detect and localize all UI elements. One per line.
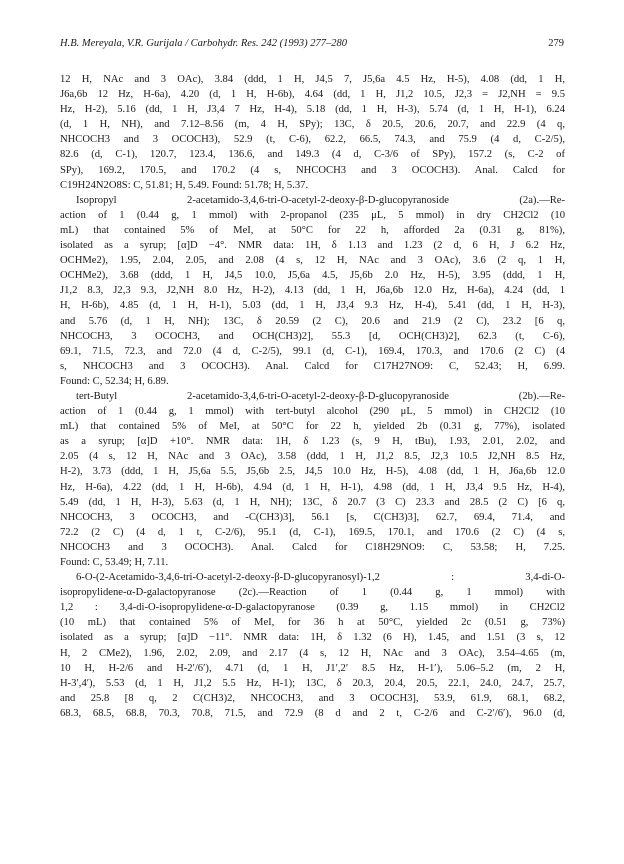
text-line: Hz, H-6a), 4.22 (dd, 1 H, H-6b), 4.94 (d, 1 H, H-1), 4.98 (dd, 1 H, J3,4 9.5 Hz, H-4), <box>60 481 565 493</box>
text-line: NHCOCH3, 3 OCOCH3, and -C(CH3)3], 56.1 [s, C(CH3)3], 62.7, 69.4, 71.4, and <box>60 511 565 523</box>
text-line: J1,2 8.3, J2,3 9.3, J2,NH 8.0 Hz, H-2), 4.13 (dd, 1 H, J6a,6b 12.0 Hz, H-6a), 4.24 (dd, 1 <box>60 285 565 297</box>
text-line: 68.3, 68.5, 68.8, 70.3, 70.8, 71.5, and 72.9 (8 d and 2 t, C-2/6 and C-2′/6′), 96.0 (d, <box>60 707 565 719</box>
text-line: H, 2 CMe2), 1.96, 2.02, 2.09, and 2.17 (4 s, 12 H, NAc and 3 OAc), 3.54–4.65 (m, <box>60 647 565 659</box>
text-line: OCHMe2), 1.95, 2.04, 2.05, and 2.08 (4 s, 12 H, NAc and 3 OAc), 3.6 (2 q, 1 H, <box>60 255 565 267</box>
section-heading-line: tert-Butyl 2-acetamido-3,4,6-tri-O-acetyl-2-deoxy-β-D-glucopyranoside (2b).—Re- <box>76 390 565 402</box>
text-line: 69.1, 71.5, 72.3, and 72.0 (4 d, C-2/5), 99.1 (d, C-1), 169.4, 170.3, and 170.6 (2 C) (4 <box>60 345 565 357</box>
text-line: as a syrup; [α]D +10°. NMR data: 1H, δ 1.23 (s, 9 H, tBu), 1.93, 2.01, 2.02, and <box>60 436 565 448</box>
text-line: NHCOCH3 and 3 OCOCH3). Anal. Calcd for C18H29NO9: C, 53.58; H, 7.25. <box>60 541 565 553</box>
text-line: isolated as a syrup; [α]D −11°. NMR data: 1H, δ 1.32 (6 H), 1.45, and 1.51 (3 s, 12 <box>60 632 565 644</box>
body-text <box>60 72 565 721</box>
text-line: OCHMe2), 3.68 (ddd, 1 H, J4,5 10.0, J5,6a 4.5, J5,6b 2.0 Hz, H-5), 3.95 (ddd, 1 H, <box>60 270 565 282</box>
text-line: 2.05 (4 s, 12 H, NAc and 3 OAc), 3.58 (ddd, 1 H, J1,2 8.5, J2,3 10.5 J2,NH 8.5 Hz, <box>60 451 565 463</box>
text-line: action of 1 (0.44 g, 1 mmol) with 2-propanol (235 μL, 5 mmol) in dry CH2Cl2 (10 <box>60 209 565 221</box>
text-line: 10 H, H-2/6 and H-2′/6′), 4.71 (d, 1 H, J1′,2′ 8.5 Hz, H-1′), 5.06–5.2 (m, 2 H, <box>60 662 565 674</box>
text-line: J6a,6b 12 Hz, H-6a), 4.20 (d, 1 H, H-6b), 4.64 (dd, 1 H, J1,2 10.5, J2,3 = J2,NH = 9.5 <box>60 89 565 101</box>
text-line: Found: C, 53.49; H, 7.11. <box>60 557 169 568</box>
text-line: H-2), 3.73 (ddd, 1 H, J5,6a 5.5, J5,6b 2.5, J4,5 10.0 Hz, H-5), 4.08 (dd, 1 H, J6a,6b 12.0 <box>60 466 565 478</box>
running-header <box>60 38 564 54</box>
text-line: 5.49 (dd, 1 H, H-3), 5.63 (d, 1 H, NH); 13C, δ 20.7 (3 C) 23.3 and 28.5 (2 C) [6 q, <box>60 496 565 508</box>
section-heading-line: 6-O-(2-Acetamido-3,4,6-tri-O-acetyl-2-deoxy-β-D-glucopyranosyl)-1,2 : 3,4-di-O- <box>76 572 565 584</box>
journal-citation: H.B. Mereyala, V.R. Gurijala / Carbohydr. Res. 242 (1993) 277–280 <box>60 38 347 49</box>
text-line: C19H24N2O8S: C, 51.81; H, 5.49. Found: 51.78; H, 5.37. <box>60 179 309 191</box>
text-line: isolated as a syrup; [α]D −4°. NMR data: 1H, δ 1.13 and 1.23 (2 d, 6 H, J 6.2 Hz, <box>60 240 565 252</box>
text-line: mL) that contained 5% of MeI, at 50°C for 22 h, yielded 2b (0.31 g, 77%), isolated <box>60 421 565 433</box>
text-line: 72.2 (2 C) (4 d, 1 t, C-2/6), 95.1 (d, C-1), 169.5, 170.1, and 170.6 (2 C) (4 s, <box>60 526 565 538</box>
text-line: mL) that contained 5% of MeI, at 50°C for 22 h, afforded 2a (0.31 g, 81%), <box>60 224 565 236</box>
text-line: NHCOCH3 and 3 OCOCH3), 52.9 (t, C-6), 62.2, 66.5, 74.3, and 75.9 (4 d, C-2/5), <box>60 134 565 146</box>
text-line: (10 mL) that contained 5% of MeI, for 36 h at 50°C, yielded 2c (0.51 g, 73%) <box>60 617 565 629</box>
text-line: 12 H, NAc and 3 OAc), 3.84 (ddd, 1 H, J4,5 7, J5,6a 4.5 Hz, H-5), 4.08 (dd, 1 H, <box>60 74 565 85</box>
text-line: H-3′,4′), 5.53 (d, 1 H, J1,2 5.5 Hz, H-1); 13C, δ 20.3, 20.4, 20.5, 22.1, 24.0, 24.7, 25.7, <box>60 677 565 689</box>
page-number: 279 <box>548 38 564 49</box>
text-line: and 5.76 (d, 1 H, NH); 13C, δ 20.59 (2 C), 20.6 and 21.9 (2 C), 23.2 [6 q, <box>60 315 565 327</box>
text-line: action of 1 (0.44 g, 1 mmol) with tert-butyl alcohol (290 μL, 5 mmol) in CH2Cl2 (10 <box>60 406 565 418</box>
text-line: Hz, H-2), 5.16 (dd, 1 H, J3,4 7 Hz, H-4), 5.18 (dd, 1 H, H-3), 5.74 (d, 1 H, H-1), 6.24 <box>60 104 565 116</box>
text-line: 1,2 : 3,4-di-O-isopropylidene-α-D-galactopyranose (0.39 g, 1.15 mmol) in CH2Cl2 <box>60 602 565 614</box>
text-line: SPy), 169.2, 170.5, and 170.2 (4 s, NHCOCH3 and 3 OCOCH3). Anal. Calcd for <box>60 164 565 176</box>
text-line: H, H-6b), 4.85 (d, 1 H, H-1), 5.03 (dd, 1 H, J3,4 9.3 Hz, H-4), 5.41 (dd, 1 H, H-3), <box>60 300 565 312</box>
text-line: (d, 1 H, NH), and 7.12–8.56 (m, 4 H, SPy); 13C, δ 20.5, 20.6, 20.7, and 22.9 (4 q, <box>60 119 565 131</box>
section-heading-line: Isopropyl 2-acetamido-3,4,6-tri-O-acetyl-2-deoxy-β-D-glucopyranoside (2a).—Re- <box>76 194 565 206</box>
text-line: Found: C, 52.34; H, 6.89. <box>60 375 169 387</box>
text-line: isopropylidene-α-D-galactopyranose (2c).—Reaction of 1 (0.44 g, 1 mmol) with <box>60 587 565 599</box>
text-line: NHCOCH3, 3 OCOCH3, and OCH(CH3)2], 55.3 [d, OCH(CH3)2], 62.3 (t, C-6), <box>60 330 565 342</box>
text-line: and 25.8 [8 q, 2 C(CH3)2, NHCOCH3, and 3 OCOCH3], 53.9, 61.9, 68.1, 68.2, <box>60 692 565 704</box>
text-line: 82.6 (d, C-1), 120.7, 123.4, 136.6, and 149.3 (4 d, C-3/6 of SPy), 157.2 (s, C-2 of <box>60 149 565 161</box>
text-line: s, NHCOCH3 and 3 OCOCH3). Anal. Calcd for C17H27NO9: C, 52.43; H, 6.99. <box>60 360 565 372</box>
